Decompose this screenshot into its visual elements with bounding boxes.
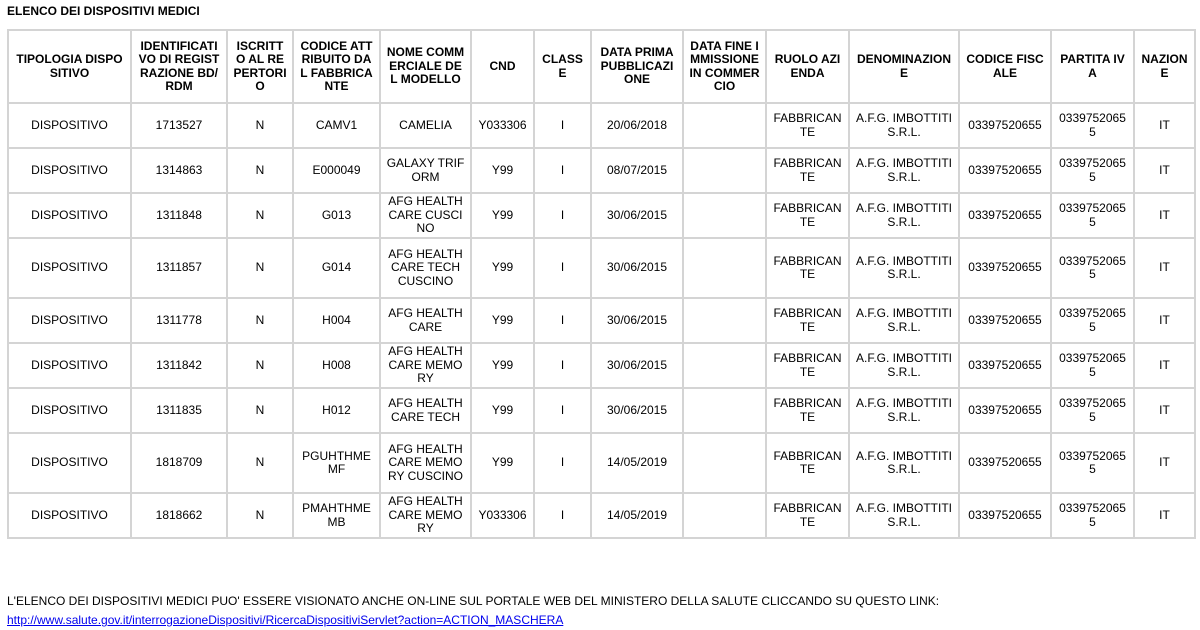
table-row <box>8 493 1195 538</box>
table-cell: N <box>227 493 293 538</box>
column-header: DATA FINE IMMISSIONE IN COMMERCIO <box>683 30 766 103</box>
table-cell <box>683 193 766 238</box>
table-cell: DISPOSITIVO <box>8 298 131 343</box>
table-cell: PGUHTHMEMF <box>293 433 380 493</box>
table-cell: 14/05/2019 <box>591 433 683 493</box>
table-cell <box>683 433 766 493</box>
table-cell: Y99 <box>471 433 534 493</box>
table-cell: I <box>534 298 591 343</box>
table-cell <box>683 388 766 433</box>
table-cell: DISPOSITIVO <box>8 103 131 148</box>
table-cell: IT <box>1134 298 1195 343</box>
table-cell: I <box>534 388 591 433</box>
table-cell: 03397520655 <box>1051 388 1134 433</box>
column-header: NOME COMMERCIALE DEL MODELLO <box>380 30 471 103</box>
table-cell: DISPOSITIVO <box>8 343 131 388</box>
table-cell: FABBRICANTE <box>766 238 849 298</box>
table-cell: A.F.G. IMBOTTITI S.R.L. <box>849 388 959 433</box>
table-cell: N <box>227 298 293 343</box>
table-cell: 08/07/2015 <box>591 148 683 193</box>
table-cell: CAMV1 <box>293 103 380 148</box>
table-cell: A.F.G. IMBOTTITI S.R.L. <box>849 103 959 148</box>
table-cell <box>683 103 766 148</box>
table-cell: 03397520655 <box>1051 148 1134 193</box>
table-cell: A.F.G. IMBOTTITI S.R.L. <box>849 493 959 538</box>
table-cell: 03397520655 <box>959 343 1051 388</box>
table-cell: 03397520655 <box>1051 343 1134 388</box>
footer-text: L'ELENCO DEI DISPOSITIVI MEDICI PUO' ESSERE VISIONATO ANCHE ON-LINE SUL PORTALE WEB DEL MINISTERO DELLA SALUTE CLICCANDO SU QUESTO LINK: <box>7 594 940 608</box>
table-cell: DISPOSITIVO <box>8 193 131 238</box>
table-cell: A.F.G. IMBOTTITI S.R.L. <box>849 148 959 193</box>
table-cell: 03397520655 <box>1051 493 1134 538</box>
table-cell: I <box>534 493 591 538</box>
column-header: CODICE FISCALE <box>959 30 1051 103</box>
table-cell: N <box>227 343 293 388</box>
table-cell: GALAXY TRIFORM <box>380 148 471 193</box>
table-row <box>8 238 1195 298</box>
table-cell: 1311835 <box>131 388 227 433</box>
table-cell: 03397520655 <box>959 493 1051 538</box>
table-cell: 30/06/2015 <box>591 343 683 388</box>
table-cell: A.F.G. IMBOTTITI S.R.L. <box>849 433 959 493</box>
table-cell: G014 <box>293 238 380 298</box>
column-header: DATA PRIMA PUBBLICAZIONE <box>591 30 683 103</box>
table-cell: 1314863 <box>131 148 227 193</box>
table-cell <box>683 238 766 298</box>
table-cell: Y99 <box>471 238 534 298</box>
table-cell: AFG HEALTHCARE MEMORY CUSCINO <box>380 433 471 493</box>
table-cell: 30/06/2015 <box>591 388 683 433</box>
table-cell: FABBRICANTE <box>766 433 849 493</box>
table-cell <box>683 493 766 538</box>
table-cell: N <box>227 103 293 148</box>
table-cell: 1311857 <box>131 238 227 298</box>
table-cell: I <box>534 148 591 193</box>
table-cell: 1713527 <box>131 103 227 148</box>
table-cell: FABBRICANTE <box>766 388 849 433</box>
table-cell: Y99 <box>471 148 534 193</box>
table-body <box>8 103 1195 538</box>
table-cell: N <box>227 238 293 298</box>
table-row <box>8 298 1195 343</box>
table-row <box>8 388 1195 433</box>
table-cell: DISPOSITIVO <box>8 493 131 538</box>
table-cell: CAMELIA <box>380 103 471 148</box>
table-cell: 14/05/2019 <box>591 493 683 538</box>
table-cell: I <box>534 433 591 493</box>
table-cell: FABBRICANTE <box>766 103 849 148</box>
table-cell: 20/06/2018 <box>591 103 683 148</box>
table-cell <box>683 298 766 343</box>
table-cell: DISPOSITIVO <box>8 148 131 193</box>
table-cell: 1311842 <box>131 343 227 388</box>
table-cell: 03397520655 <box>1051 298 1134 343</box>
table-cell: 03397520655 <box>959 238 1051 298</box>
table-row <box>8 343 1195 388</box>
table-cell: A.F.G. IMBOTTITI S.R.L. <box>849 298 959 343</box>
table-cell: AFG HEALTHCARE TECH CUSCINO <box>380 238 471 298</box>
column-header: CODICE ATTRIBUITO DAL FABBRICANTE <box>293 30 380 103</box>
devices-table <box>7 29 1196 539</box>
table-cell: I <box>534 193 591 238</box>
table-cell: 03397520655 <box>959 193 1051 238</box>
table-cell: 30/06/2015 <box>591 298 683 343</box>
footer-note <box>7 592 1197 630</box>
table-cell: Y99 <box>471 193 534 238</box>
table-cell: 1818709 <box>131 433 227 493</box>
table-cell: I <box>534 103 591 148</box>
table-cell: 03397520655 <box>1051 103 1134 148</box>
table-cell: Y99 <box>471 343 534 388</box>
table-cell: IT <box>1134 148 1195 193</box>
table-cell: H012 <box>293 388 380 433</box>
table-cell: I <box>534 238 591 298</box>
column-header: IDENTIFICATIVO DI REGISTRAZIONE BD/RDM <box>131 30 227 103</box>
table-cell: Y033306 <box>471 493 534 538</box>
table-row <box>8 148 1195 193</box>
table-cell: DISPOSITIVO <box>8 433 131 493</box>
table-cell: Y99 <box>471 388 534 433</box>
table-cell: IT <box>1134 238 1195 298</box>
column-header: DENOMINAZIONE <box>849 30 959 103</box>
table-cell: 1311848 <box>131 193 227 238</box>
column-header: NAZIONE <box>1134 30 1195 103</box>
table-row <box>8 103 1195 148</box>
table-cell: 30/06/2015 <box>591 238 683 298</box>
table-cell: N <box>227 148 293 193</box>
table-cell: N <box>227 193 293 238</box>
table-cell: DISPOSITIVO <box>8 388 131 433</box>
table-cell: IT <box>1134 433 1195 493</box>
table-row <box>8 433 1195 493</box>
table-cell: AFG HEALTHCARE MEMORY <box>380 493 471 538</box>
table-cell: 03397520655 <box>1051 238 1134 298</box>
column-header: CND <box>471 30 534 103</box>
page-title: ELENCO DEI DISPOSITIVI MEDICI <box>7 4 200 18</box>
column-header: ISCRITTO AL REPERTORIO <box>227 30 293 103</box>
column-header: PARTITA IVA <box>1051 30 1134 103</box>
table-cell: IT <box>1134 388 1195 433</box>
table-cell: DISPOSITIVO <box>8 238 131 298</box>
table-cell: N <box>227 388 293 433</box>
table-cell: FABBRICANTE <box>766 493 849 538</box>
table-cell: FABBRICANTE <box>766 343 849 388</box>
table-cell: 03397520655 <box>1051 193 1134 238</box>
table-cell: IT <box>1134 193 1195 238</box>
table-cell: N <box>227 433 293 493</box>
table-cell: IT <box>1134 103 1195 148</box>
table-cell: AFG HEALTHCARE <box>380 298 471 343</box>
table-cell <box>683 148 766 193</box>
table-cell: 30/06/2015 <box>591 193 683 238</box>
table-header-row <box>8 30 1195 103</box>
table-row <box>8 193 1195 238</box>
table-cell: Y99 <box>471 298 534 343</box>
table-cell: IT <box>1134 343 1195 388</box>
table-cell: 03397520655 <box>959 298 1051 343</box>
table-cell: A.F.G. IMBOTTITI S.R.L. <box>849 193 959 238</box>
table-cell: I <box>534 343 591 388</box>
column-header: RUOLO AZIENDA <box>766 30 849 103</box>
table-cell: H008 <box>293 343 380 388</box>
table-cell <box>683 343 766 388</box>
table-cell: G013 <box>293 193 380 238</box>
table-cell: FABBRICANTE <box>766 193 849 238</box>
table-cell: 03397520655 <box>959 433 1051 493</box>
table-cell: 03397520655 <box>1051 433 1134 493</box>
table-cell: AFG HEALTHCARE TECH <box>380 388 471 433</box>
table-cell: AFG HEALTHCARE CUSCINO <box>380 193 471 238</box>
table-cell: Y033306 <box>471 103 534 148</box>
column-header: CLASSE <box>534 30 591 103</box>
table-cell: IT <box>1134 493 1195 538</box>
table-cell: 1818662 <box>131 493 227 538</box>
table-cell: FABBRICANTE <box>766 148 849 193</box>
table-cell: 03397520655 <box>959 388 1051 433</box>
table-cell: 03397520655 <box>959 148 1051 193</box>
table-cell: AFG HEALTHCARE MEMORY <box>380 343 471 388</box>
table-cell: A.F.G. IMBOTTITI S.R.L. <box>849 238 959 298</box>
table-cell: PMAHTHMEMB <box>293 493 380 538</box>
table-cell: FABBRICANTE <box>766 298 849 343</box>
table-cell: A.F.G. IMBOTTITI S.R.L. <box>849 343 959 388</box>
table-cell: 1311778 <box>131 298 227 343</box>
table-cell: H004 <box>293 298 380 343</box>
column-header: TIPOLOGIA DISPOSITIVO <box>8 30 131 103</box>
table-cell: 03397520655 <box>959 103 1051 148</box>
table-cell: E000049 <box>293 148 380 193</box>
ministry-link[interactable]: http://www.salute.gov.it/interrogazioneDispositivi/RicercaDispositiviServlet?action=ACTION_MASCHERA <box>7 613 564 627</box>
